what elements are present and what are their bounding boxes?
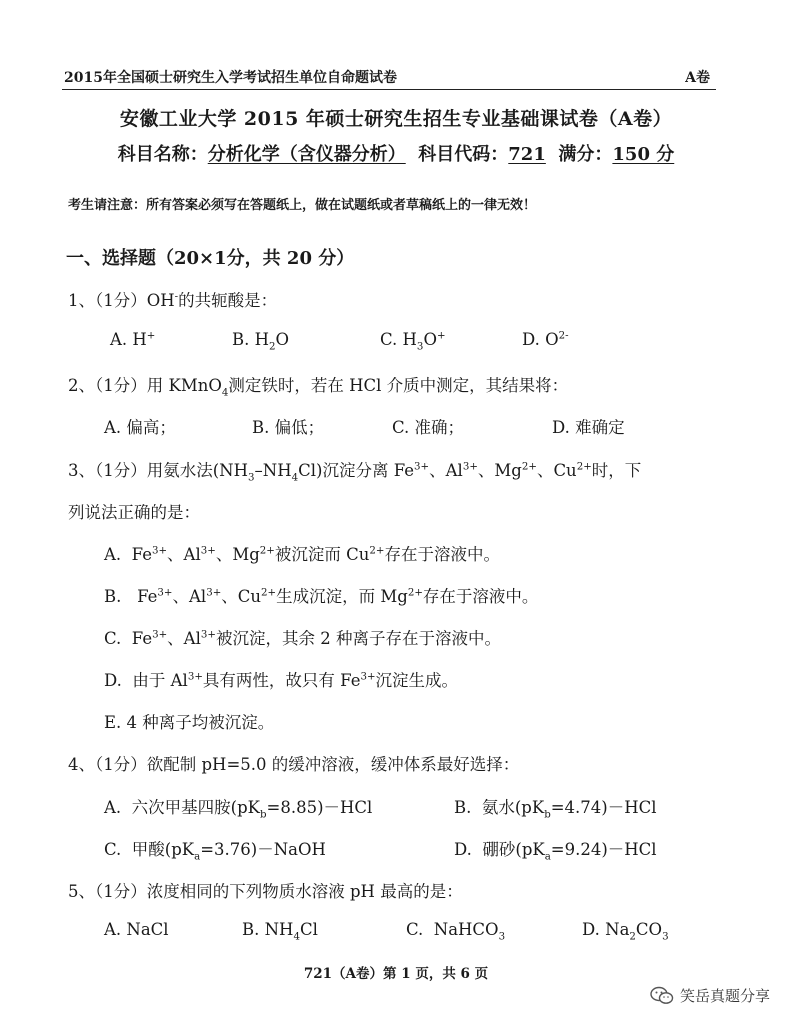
header-rule bbox=[62, 89, 716, 90]
exam-title: 安徽工业大学 2015 年硕士研究生招生专业基础课试卷（A卷） bbox=[119, 108, 673, 130]
question-1: 1、（1分）OH-的共轭酸是： bbox=[68, 291, 278, 310]
q5-option-a: A. NaCl bbox=[104, 920, 169, 939]
subject-name: 分析化学（含仪器分析） bbox=[207, 144, 406, 165]
q4-option-c: C. 甲酸$(pK_a=3.76)-NaOH$ bbox=[104, 840, 326, 863]
q4-option-a: A. 六次甲基四胺$(pK_b=8.85)-HCl$ bbox=[104, 798, 373, 821]
q4-option-b: B. 氨水$(pK_b=4.74)-HCl$ bbox=[454, 798, 657, 821]
q1-option-d: D. $O^{2-}$ bbox=[522, 330, 569, 349]
q3-option-c: C. $Fe^{3+}$、$Al^{3+}$被沉淀，其余 2 种离子存在于溶液中。 bbox=[104, 629, 501, 648]
full-score-label: 满分： bbox=[558, 144, 613, 165]
subject-code-label: 科目代码： bbox=[418, 144, 509, 165]
q1-option-b: B. $H_2O$ bbox=[232, 330, 290, 353]
question-3: 3、（1分）用氨水法$(NH_3-NH_4Cl)$沉淀分离 $Fe^{3+}$、$Al^{3+}$、$Mg^{2+}$、$Cu^{2+}$时，下 bbox=[68, 461, 642, 484]
page-footer: 721（A卷）第 1 页，共 6 页 bbox=[303, 966, 489, 982]
q3-prefix: 3、（1分） bbox=[68, 461, 147, 480]
q2-text-b: 测定铁时，若在 HCl 介质中测定，其结果将： bbox=[228, 376, 569, 395]
q4-option-d: D. 硼砂$(pK_a=9.24)-HCl$ bbox=[454, 840, 657, 863]
q1-prefix: 1、（1分） bbox=[68, 291, 147, 310]
q2-option-c: C. 准确； bbox=[392, 418, 465, 437]
q1-text-b: 的共轭酸是： bbox=[178, 291, 278, 310]
q1-option-a: A. H+ bbox=[110, 330, 156, 349]
subject-line bbox=[0, 140, 792, 166]
q5-option-d: D. $Na_2CO_3$ bbox=[582, 920, 669, 943]
q4-prefix: 4、（1分） bbox=[68, 755, 147, 774]
q1-option-c: C. $H_3O^+$ bbox=[380, 330, 446, 353]
question-4 bbox=[68, 751, 519, 775]
subject-code: 721 bbox=[508, 144, 546, 165]
q3-option-d: D. 由于 $Al^{3+}$具有两性，故只有 $Fe^{3+}$沉淀生成。 bbox=[104, 671, 459, 690]
full-score: 150 分 bbox=[612, 144, 675, 165]
q3-option-a: A. $Fe^{3+}$、$Al^{3+}$、$Mg^{2+}$被沉淀而 $Cu^{2+}$存在于溶液中。 bbox=[104, 545, 500, 564]
q3-option-b: B. $Fe^{3+}$、$Al^{3+}$、$Cu^{2+}$生成沉淀，而 $Mg^{2+}$存在于溶液中。 bbox=[104, 587, 539, 606]
wechat-icon bbox=[650, 986, 674, 1006]
exam-header-left: 2015年全国硕士研究生入学考试招生单位自命题试卷 bbox=[64, 70, 397, 86]
q5-option-c: C. NaHCO$_3$ bbox=[406, 920, 506, 943]
question-5 bbox=[68, 878, 463, 902]
q5-prefix: 5、（1分） bbox=[68, 882, 147, 901]
q2-option-b: B. 偏低； bbox=[252, 418, 325, 437]
q3-line1: 用氨水法(NH bbox=[146, 461, 249, 480]
subject-name-label: 科目名称： bbox=[117, 144, 208, 165]
q3-line2: 列说法正确的是： bbox=[68, 503, 200, 522]
q5-option-b: B. $NH_4Cl$ bbox=[242, 920, 318, 943]
q2-option-d: D. 难确定 bbox=[552, 418, 625, 437]
q2-option-a: A. 偏高； bbox=[104, 418, 176, 437]
q1-text-a: OH bbox=[146, 291, 175, 310]
q4-text: 欲配制 pH=5.0 的缓冲溶液，缓冲体系最好选择： bbox=[146, 755, 520, 774]
q3-option-e: E. 4 种离子均被沉淀。 bbox=[104, 713, 275, 732]
section-title: 一、选择题（20×1分，共 20 分） bbox=[66, 248, 355, 269]
exam-header-right: A卷 bbox=[685, 70, 710, 86]
candidate-notice: 考生请注意：所有答案必须写在答题纸上，做在试题纸或者草稿纸上的一律无效！ bbox=[68, 198, 537, 213]
q2-prefix: 2、（1分） bbox=[68, 376, 147, 395]
q2-text-a: 用 KMnO bbox=[146, 376, 222, 395]
watermark bbox=[650, 985, 770, 1006]
q5-text: 浓度相同的下列物质水溶液 pH 最高的是： bbox=[146, 882, 463, 901]
watermark-text: 笑岳真题分享 bbox=[679, 987, 770, 1005]
question-2: 2、（1分）用 KMnO$_4$测定铁时，若在 HCl 介质中测定，其结果将： bbox=[68, 376, 569, 399]
